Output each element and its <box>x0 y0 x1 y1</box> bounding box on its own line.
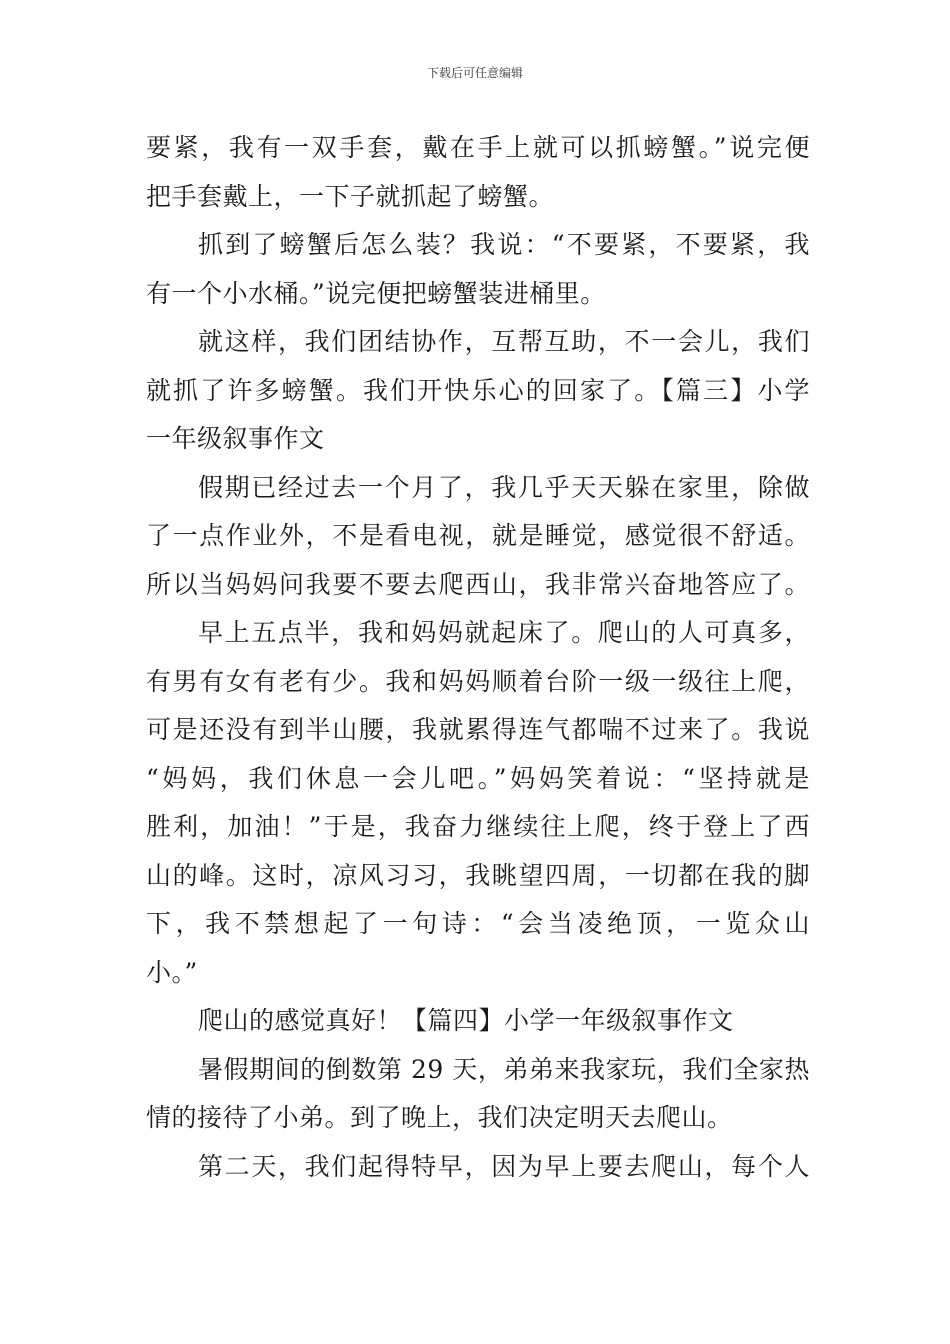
text-line: 把手套戴上，一下子就抓起了螃蟹。 <box>146 181 555 211</box>
text-line: 就这样，我们团结协作，互帮互助，不一会儿，我们 <box>198 327 810 356</box>
text-line: 下，我不禁想起了一句诗：“会当凌绝顶，一览众山 <box>146 909 810 938</box>
text-line: 爬山的感觉真好！【篇四】小学一年级叙事作文 <box>198 1006 734 1035</box>
text-line: 要紧，我有一双手套，戴在手上就可以抓螃蟹。”说完便 <box>146 133 810 162</box>
page-header: 下载后可任意编辑 <box>426 66 523 80</box>
text-line: 小。” <box>146 957 198 987</box>
text-line: 有一个小水桶。”说完便把螃蟹装进桶里。 <box>146 278 606 308</box>
text-line: 所以当妈妈问我要不要去爬西山，我非常兴奋地答应了。 <box>146 569 810 599</box>
text-line: 假期已经过去一个月了，我几乎天天躲在家里，除做 <box>198 472 810 502</box>
text-line: 抓到了螃蟹后怎么装？我说：“不要紧，不要紧，我 <box>198 230 810 259</box>
text-line: 情的接待了小弟。到了晚上，我们决定明天去爬山。 <box>146 1103 733 1132</box>
text-line: 胜利，加油！”于是，我奋力继续往上爬，终于登上了西 <box>146 812 810 841</box>
text-line: 了一点作业外，不是看电视，就是睡觉，感觉很不舒适。 <box>146 521 810 550</box>
text-line: 可是还没有到半山腰，我就累得连气都喘不过来了。我说 <box>146 715 810 744</box>
text-line: 就抓了许多螃蟹。我们开快乐心的回家了。【篇三】小学 <box>146 375 810 405</box>
text-line: 山的峰。这时，凉风习习，我眺望四周，一切都在我的脚 <box>146 860 810 890</box>
text-line: 暑假期间的倒数第 29 天，弟弟来我家玩，我们全家热 <box>198 1054 810 1084</box>
text-line: “妈妈，我们休息一会儿吧。”妈妈笑着说：“坚持就是 <box>146 763 810 793</box>
document-body <box>146 124 810 1191</box>
text-line: 有男有女有老有少。我和妈妈顺着台阶一级一级往上爬， <box>146 666 810 696</box>
text-line: 第二天，我们起得特早，因为早上要去爬山，每个人 <box>198 1151 810 1181</box>
text-line: 一年级叙事作文 <box>146 424 325 453</box>
text-line: 早上五点半，我和妈妈就起床了。爬山的人可真多， <box>198 618 810 647</box>
